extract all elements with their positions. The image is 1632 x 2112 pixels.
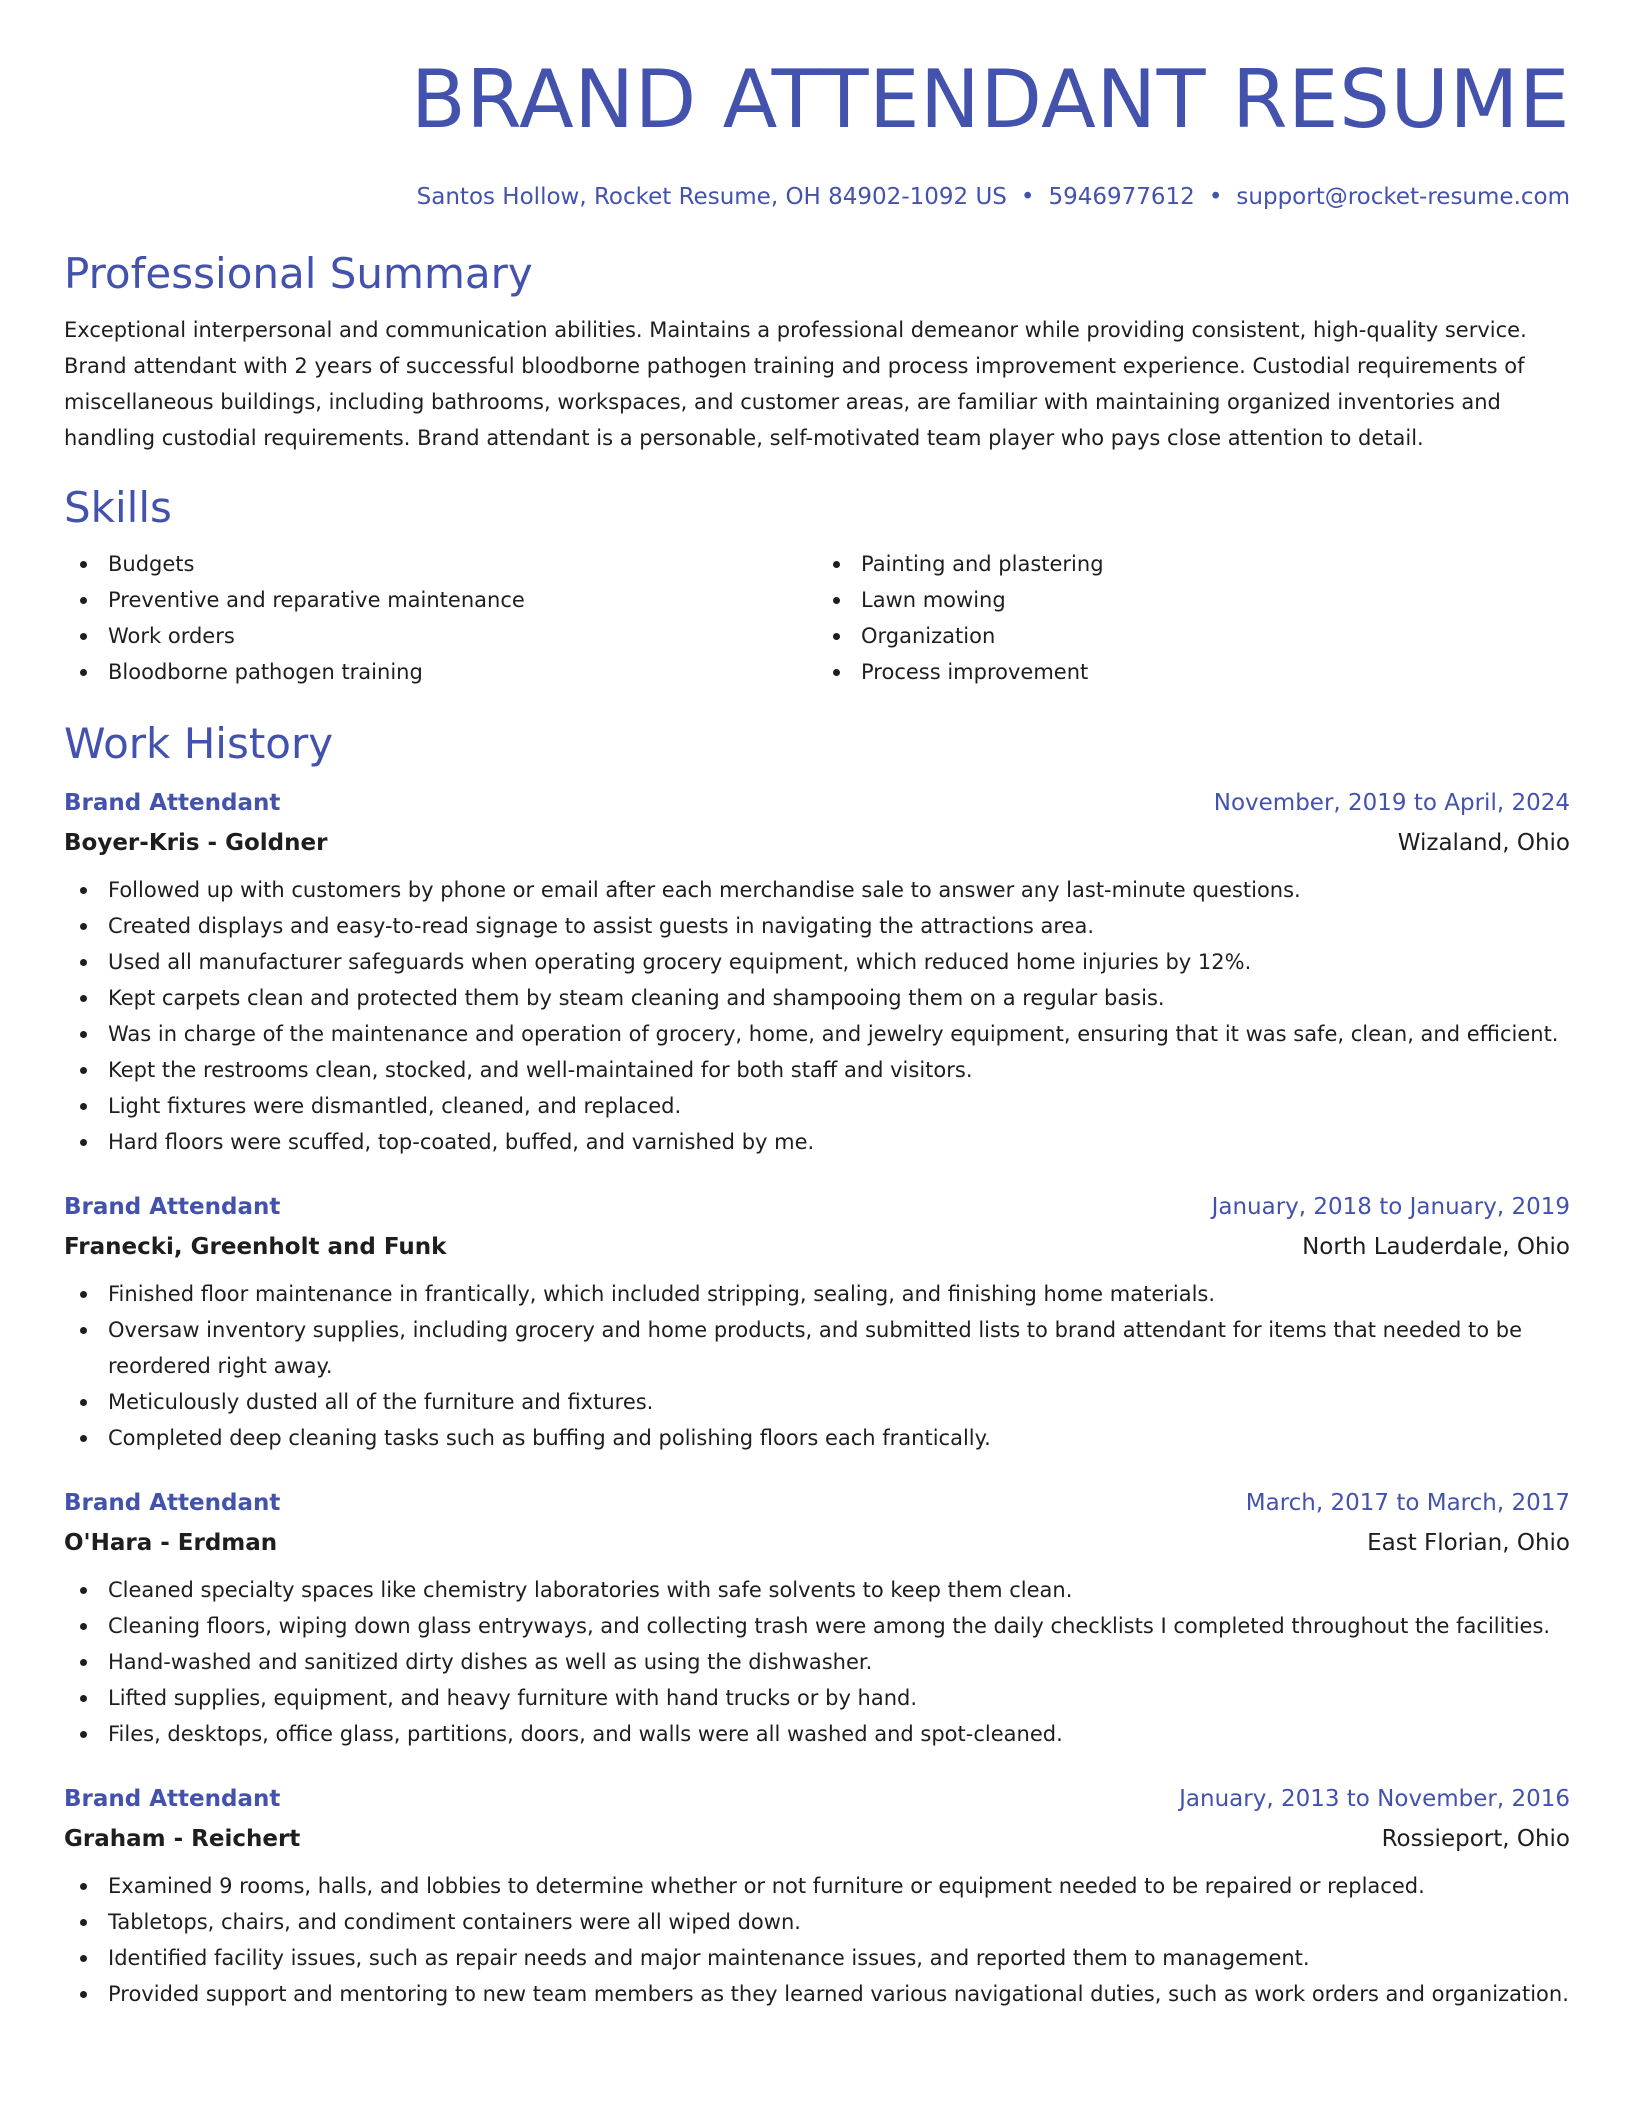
job-bullet: Kept carpets clean and protected them by steam cleaning and shampooing them on a regular basis.: [64, 980, 1570, 1016]
contact-separator: •: [1208, 184, 1223, 210]
job-entry: [64, 788, 1570, 1160]
skill-item: Budgets: [64, 546, 817, 582]
job-title: Brand Attendant: [64, 1490, 281, 1516]
job-subheader: [64, 828, 1570, 858]
job-bullet: Examined 9 rooms, halls, and lobbies to determine whether or not furniture or equipment needed to be repaired or replaced.: [64, 1868, 1570, 1904]
job-bullet: Light fixtures were dismantled, cleaned, and replaced.: [64, 1088, 1570, 1124]
summary-heading: Professional Summary: [64, 249, 533, 298]
job-bullet: Oversaw inventory supplies, including grocery and home products, and submitted lists to brand attendant for items that needed to be reordered right away.: [64, 1312, 1570, 1384]
job-bullet: Cleaning floors, wiping down glass entryways, and collecting trash were among the daily checklists I completed throughout the facilities.: [64, 1608, 1570, 1644]
job-bullets: [64, 1572, 1570, 1752]
resume-title: BRAND ATTENDANT RESUME: [410, 53, 1570, 146]
job-header: [64, 1784, 1570, 1814]
job-bullet: Files, desktops, office glass, partitions, doors, and walls were all washed and spot-cleaned.: [64, 1716, 1570, 1752]
job-dates: January, 2013 to November, 2016: [1179, 1786, 1570, 1812]
job-title: Brand Attendant: [64, 1194, 281, 1220]
job-subheader: [64, 1528, 1570, 1558]
job-bullet: Followed up with customers by phone or email after each merchandise sale to answer any last-minute questions.: [64, 872, 1570, 908]
skills-column-right: [817, 546, 1570, 690]
job-bullet: Hand-washed and sanitized dirty dishes as well as using the dishwasher.: [64, 1644, 1570, 1680]
job-subheader: [64, 1824, 1570, 1854]
job-location: North Lauderdale, Ohio: [1302, 1234, 1570, 1260]
skills-column-left: [64, 546, 817, 690]
job-bullet: Cleaned specialty spaces like chemistry laboratories with safe solvents to keep them clean.: [64, 1572, 1570, 1608]
skill-item: Process improvement: [817, 654, 1570, 690]
job-location: Wizaland, Ohio: [1397, 830, 1570, 856]
skill-item: Organization: [817, 618, 1570, 654]
job-title: Brand Attendant: [64, 790, 281, 816]
job-location: East Florian, Ohio: [1367, 1530, 1570, 1556]
job-bullet: Finished floor maintenance in frantically, which included stripping, sealing, and finishing home materials.: [64, 1276, 1570, 1312]
skill-item: Preventive and reparative maintenance: [64, 582, 817, 618]
job-location: Rossieport, Ohio: [1381, 1826, 1570, 1852]
job-title: Brand Attendant: [64, 1786, 281, 1812]
contact-address: Santos Hollow, Rocket Resume, OH 84902-1092 US: [416, 184, 1007, 210]
job-bullets: [64, 872, 1570, 1160]
job-bullet: Used all manufacturer safeguards when operating grocery equipment, which reduced home injuries by 12%.: [64, 944, 1570, 980]
job-company: Boyer-Kris - Goldner: [64, 830, 328, 856]
contact-email: support@rocket-resume.com: [1236, 184, 1570, 210]
job-entry: [64, 1488, 1570, 1752]
job-bullet: Hard floors were scuffed, top-coated, buffed, and varnished by me.: [64, 1124, 1570, 1160]
work-history-heading: Work History: [64, 719, 334, 768]
job-dates: January, 2018 to January, 2019: [1211, 1194, 1570, 1220]
job-company: Franecki, Greenholt and Funk: [64, 1234, 447, 1260]
job-bullet: Kept the restrooms clean, stocked, and well-maintained for both staff and visitors.: [64, 1052, 1570, 1088]
summary-text: Exceptional interpersonal and communication abilities. Maintains a professional demeanor while providing consistent, high-quality service. Brand attendant with 2 years of successful bloodborne pathogen training and process improvement experience. Custodial requirements of miscellaneous buildings, including bathrooms, workspaces, and customer areas, are familiar with maintaining organized inventories and handling custodial requirements. Brand attendant is a personable, self-motivated team player who pays close attention to detail.: [64, 318, 1527, 450]
job-header: [64, 1488, 1570, 1518]
job-header: [64, 788, 1570, 818]
job-bullet: Completed deep cleaning tasks such as buffing and polishing floors each frantically.: [64, 1420, 1570, 1456]
job-dates: March, 2017 to March, 2017: [1245, 1490, 1570, 1516]
job-bullets: [64, 1868, 1570, 2012]
job-bullet: Lifted supplies, equipment, and heavy furniture with hand trucks or by hand.: [64, 1680, 1570, 1716]
job-entry: [64, 1784, 1570, 2012]
job-company: O'Hara - Erdman: [64, 1530, 278, 1556]
job-bullet: Meticulously dusted all of the furniture and fixtures.: [64, 1384, 1570, 1420]
job-entry: [64, 1192, 1570, 1456]
skill-item: Lawn mowing: [817, 582, 1570, 618]
job-bullet: Provided support and mentoring to new team members as they learned various navigational duties, such as work orders and organization.: [64, 1976, 1570, 2012]
job-dates: November, 2019 to April, 2024: [1213, 790, 1570, 816]
job-bullet: Was in charge of the maintenance and operation of grocery, home, and jewelry equipment, ensuring that it was safe, clean, and efficient.: [64, 1016, 1570, 1052]
job-bullet: Identified facility issues, such as repair needs and major maintenance issues, and reported them to management.: [64, 1940, 1570, 1976]
job-bullet: Created displays and easy-to-read signage to assist guests in navigating the attractions area.: [64, 908, 1570, 944]
contact-phone: 5946977612: [1048, 184, 1195, 210]
contact-separator: •: [1020, 184, 1035, 210]
job-bullets: [64, 1276, 1570, 1456]
job-header: [64, 1192, 1570, 1222]
job-subheader: [64, 1232, 1570, 1262]
contact-line: [64, 182, 1570, 212]
skills-heading: Skills: [64, 483, 172, 532]
skill-item: Painting and plastering: [817, 546, 1570, 582]
skill-item: Bloodborne pathogen training: [64, 654, 817, 690]
skill-item: Work orders: [64, 618, 817, 654]
job-company: Graham - Reichert: [64, 1826, 301, 1852]
skills-grid: [64, 546, 1570, 690]
job-bullet: Tabletops, chairs, and condiment containers were all wiped down.: [64, 1904, 1570, 1940]
